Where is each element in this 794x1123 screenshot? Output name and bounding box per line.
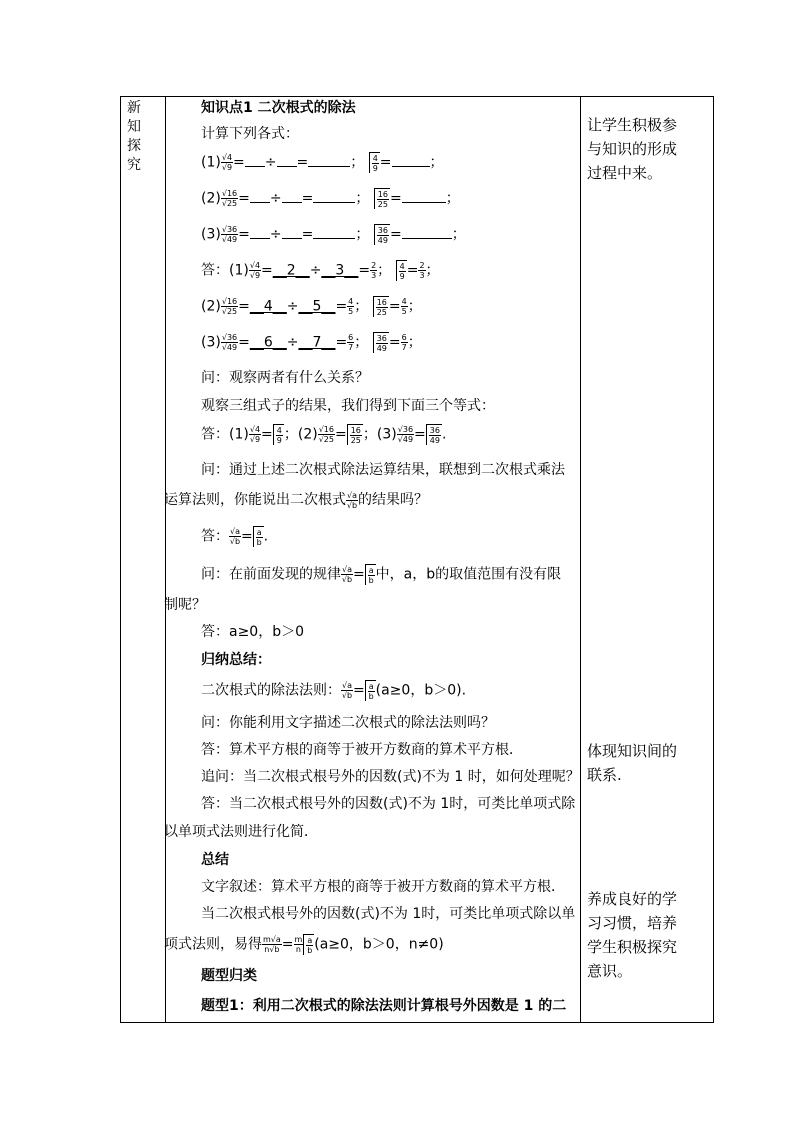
- question-type-1: 题型1：利用二次根式的除法法则计算根号外因数是 1 的二: [201, 998, 567, 1014]
- summary-heading: 归纳总结：: [201, 652, 271, 668]
- side-note-1: 让学生积极参与知识的形成过程中来。: [587, 116, 678, 182]
- division-rule: 二次根式的除法法则： $\frac{√a}{√b}$ = $\frac{a}{b}$ (a≥0，b＞0).: [201, 681, 467, 701]
- exercise-1: (1) $\frac{√4}{√9}$ = ÷ = ； $\frac{4}{9}$ = ；: [201, 153, 444, 173]
- text-summary-2-line-1: 当二次根式根号外的因数(式)不为 1时，可类比单项式除以单: [201, 906, 576, 922]
- answer-4: 答：算术平方根的商等于被开方数商的算术平方根．: [201, 742, 523, 758]
- heading-knowledge-point: 知识点1 二次根式的除法: [201, 100, 356, 116]
- answer-three-equations: 答：(1) $\frac{√4}{√9}$ = $\frac{4}{9}$ ；(2) $\frac{√16}{√25}$ = $\frac{16}{25}$ ；(3) $\frac{√36}{√49}$ = $\frac{36}{49}$ .: [201, 425, 447, 445]
- question-4: 问：你能利用文字描述二次根式的除法法则吗？: [201, 715, 495, 731]
- section-label-cell: [121, 97, 166, 1023]
- answer-5-line-2: 以单项式法则进行化简．: [164, 824, 318, 840]
- side-note-2: 体现知识间的联系.: [587, 742, 678, 784]
- question-3-line-2: 制呢？: [164, 597, 206, 613]
- exercise-3: (3) $\frac{√36}{√49}$ = ÷ = ； $\frac{36}{49}$ = ；: [201, 225, 466, 245]
- text-summary-1: 文字叙述：算术平方根的商等于被开方数商的算术平方根．: [201, 879, 565, 895]
- question-2-line-2: 运算法则，你能说出二次根式 $\frac{√a}{√b}$ 的结果吗？: [164, 490, 428, 510]
- observation-text: 观察三组式子的结果，我们得到下面三个等式：: [201, 398, 495, 414]
- answer-1: 答：(1) $\frac{√4}{√9}$ =__2__÷__3__= $\frac{2}{3}$ ； $\frac{4}{9}$ = $\frac{2}{3}$ ；: [201, 261, 440, 281]
- side-note-3: 养成良好的学习习惯，培养学生积极探究意识。: [587, 890, 678, 980]
- question-5: 追问：当二次根式根号外的因数(式)不为 1 时，如何处理呢？: [201, 769, 580, 785]
- answer-5-line-1: 答：当二次根式根号外的因数(式)不为 1时，可类比单项式除: [201, 796, 576, 812]
- exercise-2: (2) $\frac{√16}{√25}$ = ÷ = ； $\frac{16}{25}$ = ；: [201, 189, 460, 209]
- summary-2-heading: 总结: [201, 852, 229, 868]
- notes-cell: [581, 97, 714, 1023]
- question-2-line-1: 问：通过上述二次根式除法运算结果，联想到二次根式乘法: [201, 462, 565, 478]
- section-label: 新知探究: [127, 100, 141, 173]
- question-relationship: 问：观察两者有什么关系？: [201, 370, 369, 386]
- text-summary-2-line-2: 项式法则，易得 $\frac{m√a}{n√b}$ = $\frac{m}{n}$ $\frac{a}{b}$ (a≥0，b＞0，n≠0): [164, 935, 444, 955]
- answer-3-range: 答：a≥0，b＞0: [201, 624, 305, 640]
- compute-instruction: 计算下列各式：: [201, 126, 299, 142]
- answer-3: (3) $\frac{√36}{√49}$ =__6__÷__7__= $\frac{6}{7}$ ； $\frac{36}{49}$ = $\frac{6}{7}$ ；: [201, 333, 422, 353]
- question-types-heading: 题型归类: [201, 968, 257, 984]
- answer-2-general: 答： $\frac{√a}{√b}$ = $\frac{a}{b}$ .: [201, 527, 269, 547]
- question-3-line-1: 问：在前面发现的规律 $\frac{√a}{√b}$ = $\frac{a}{b}$ 中，a，b的取值范围有没有限: [201, 565, 562, 585]
- answer-2: (2) $\frac{√16}{√25}$ =__4__÷__5__= $\frac{4}{5}$ ； $\frac{16}{25}$ = $\frac{4}{5}$ ；: [201, 297, 422, 317]
